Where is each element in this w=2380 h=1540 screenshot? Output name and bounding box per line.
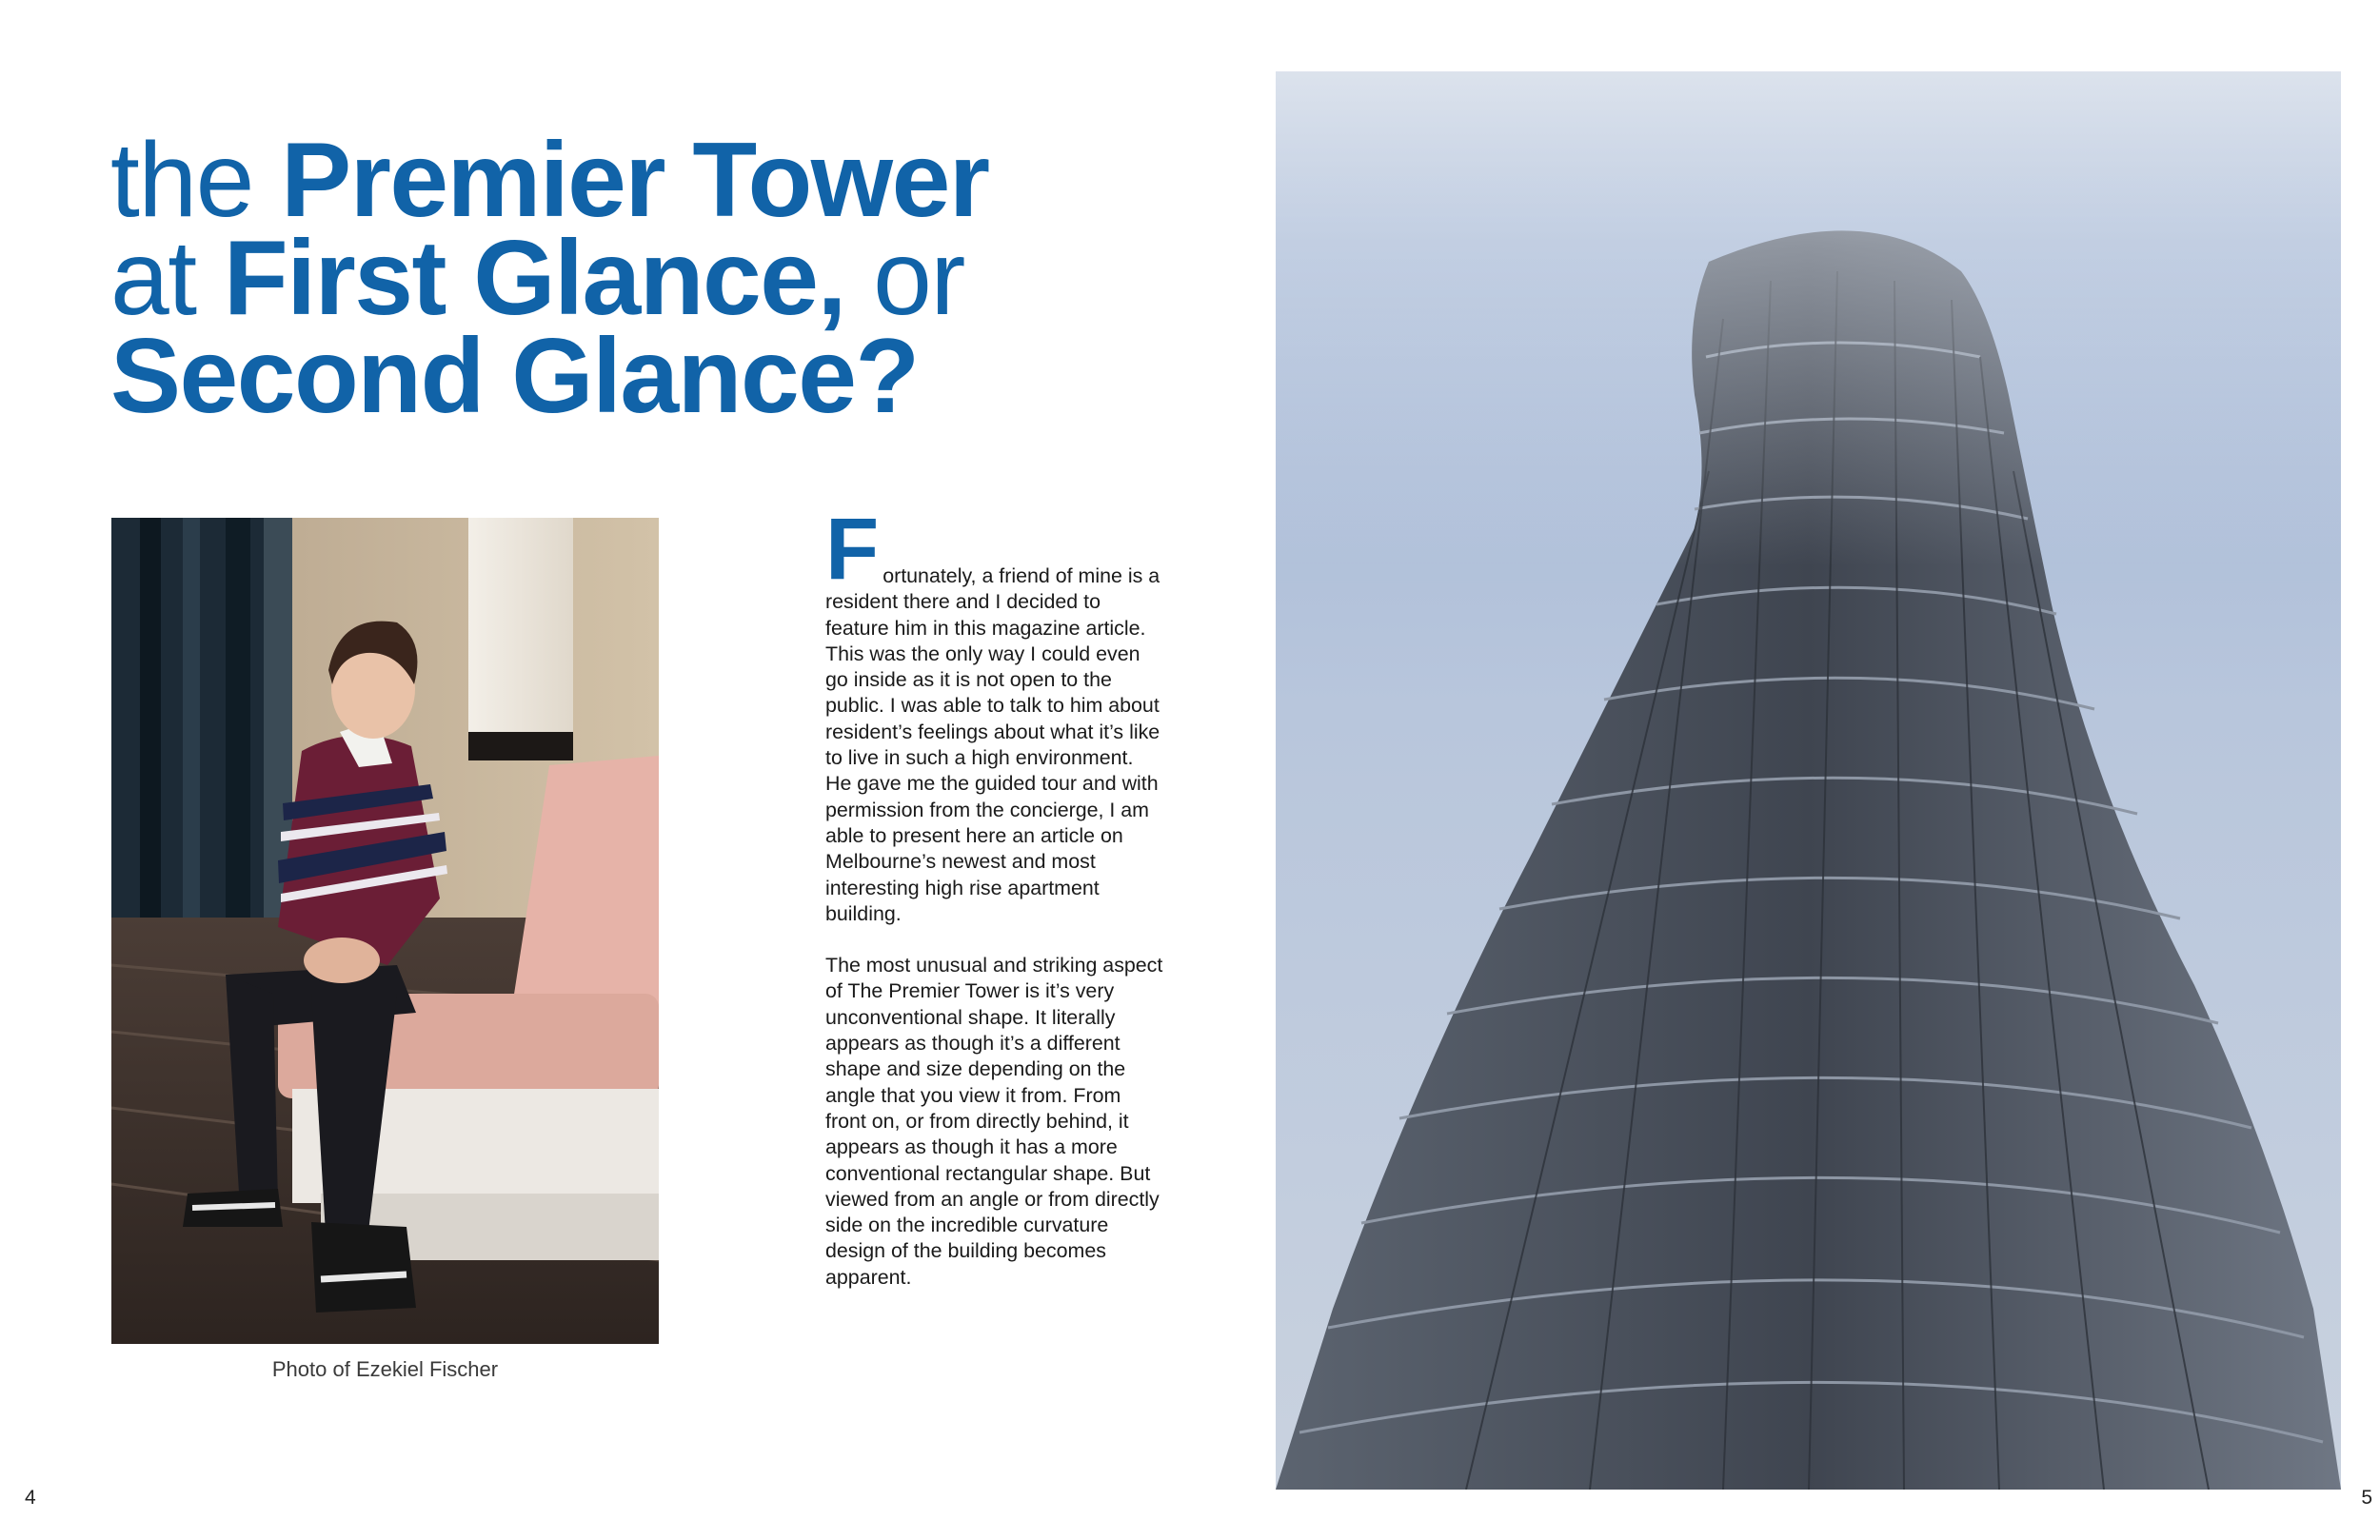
article-paragraph-2: The most unusual and striking aspect of The Premier Tower is it’s very unconventional shape. It literally appears as though it’s a different shape and size depending on the angle that you view it from. From front on, or from directly behind, it appears as though it has a more conventional rectangular shape. But viewed from an angle or from directly side on the incredible curvature design of the building becomes apparent. — [825, 954, 1163, 1289]
headline-first-glance: First Glance, — [223, 219, 845, 337]
article-paragraph-1 — [825, 501, 1164, 927]
photo-caption: Photo of Ezekiel Fischer — [271, 1357, 499, 1381]
headline-premier-tower: Premier Tower — [281, 121, 989, 239]
article-body — [825, 501, 1164, 1291]
page-number-left: 4 — [25, 1487, 36, 1509]
drop-cap: F — [825, 501, 880, 598]
headline-word-or: or — [873, 219, 964, 337]
page-number-right: 5 — [2361, 1487, 2372, 1509]
portrait-photo — [111, 518, 659, 1344]
headline-word-at: at — [110, 219, 196, 337]
headline-second-glance: Second Glance? — [110, 317, 919, 435]
headline-word-the: the — [110, 121, 253, 239]
headline — [110, 121, 989, 435]
article-paragraph-1-text: ortunately, a friend of mine is a resident there and I decided to feature him in this magazine article. This was the only way I could even go inside as it is not open to the public. I was able to talk to him about resident’s feelings about what it’s like to live in such a high environment. He gave me the guided tour and with permission from the concierge, I am able to present here an article on Melbourne’s newest and most interesting high rise apartment building. — [825, 564, 1160, 925]
tower-photo — [1276, 71, 2341, 1490]
